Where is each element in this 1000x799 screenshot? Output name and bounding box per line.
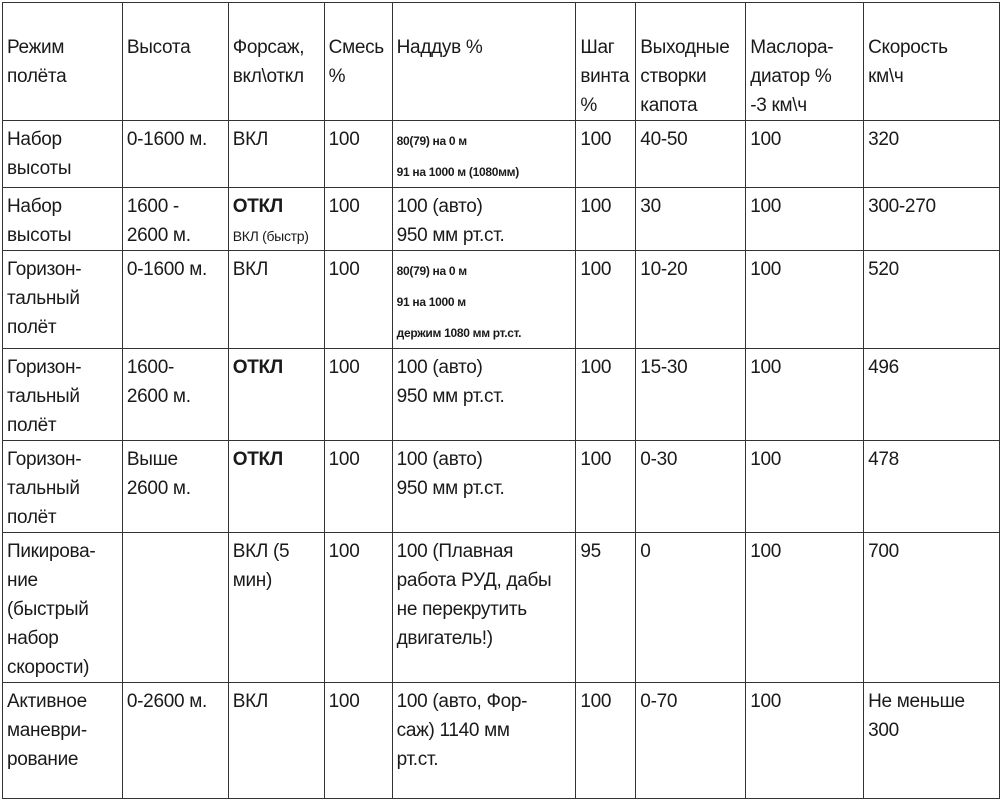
altitude-cell-text: 0-1600 м. <box>126 129 207 150</box>
afterburner-cell-text: ОТКЛ <box>232 357 283 378</box>
oil-radiator-cell <box>746 349 864 441</box>
afterburner-cell-text: ВКЛ (5 мин) <box>232 541 290 591</box>
oil-radiator-cell-text: 100 <box>750 129 782 150</box>
speed-cell-text: 300-270 <box>868 196 936 217</box>
oil-radiator-cell-text: 100 <box>750 259 782 280</box>
speed-cell-text: 520 <box>868 259 899 280</box>
speed-cell-text: 496 <box>868 357 899 378</box>
mode-cell-text: Набор высоты <box>7 196 72 246</box>
cowl-flaps-cell-text: 15-30 <box>640 357 688 378</box>
boost-cell-text: 80(79) на 0 м 91 на 1000 м (1080мм) <box>396 134 519 179</box>
oil-radiator-cell <box>746 441 864 533</box>
altitude-cell-text: 0-1600 м. <box>126 259 207 280</box>
oil-radiator-cell-text: 100 <box>750 691 782 712</box>
oil-radiator-cell-text: 100 <box>750 541 782 562</box>
oil-radiator-cell-text: 100 <box>750 449 782 470</box>
speed-cell <box>864 188 1000 251</box>
mixture-cell <box>324 188 392 251</box>
cowl-flaps-cell <box>636 121 746 188</box>
prop-pitch-cell-text: 95 <box>580 541 601 562</box>
afterburner-cell-text: ВКЛ <box>232 259 269 280</box>
mode-cell <box>3 441 123 533</box>
speed-cell-text: 700 <box>868 541 899 562</box>
mode-cell <box>3 349 123 441</box>
cowl-flaps-cell-text: 0-70 <box>640 691 678 712</box>
header-mixture: Смесь % <box>324 3 392 121</box>
prop-pitch-cell <box>576 683 636 799</box>
boost-cell-text: 100 (авто) 950 мм рт.ст. <box>396 357 505 407</box>
header-boost: Наддув % <box>392 3 576 121</box>
mixture-cell <box>324 251 392 349</box>
altitude-cell <box>122 188 228 251</box>
prop-pitch-cell-text: 100 <box>580 449 612 470</box>
table-row <box>3 188 1000 251</box>
cowl-flaps-cell-text: 30 <box>640 196 661 217</box>
prop-pitch-cell <box>576 251 636 349</box>
header-altitude: Высота <box>122 3 228 121</box>
boost-cell <box>392 251 576 349</box>
altitude-cell <box>122 251 228 349</box>
afterburner-cell <box>228 251 324 349</box>
cowl-flaps-cell-text: 40-50 <box>640 129 688 150</box>
prop-pitch-cell <box>576 441 636 533</box>
table-row <box>3 441 1000 533</box>
mode-cell-text: Набор высоты <box>7 129 72 179</box>
cowl-flaps-cell <box>636 349 746 441</box>
afterburner-cell <box>228 121 324 188</box>
mode-cell-text: Горизон- тальный полёт <box>7 449 82 528</box>
header-oil-radiator: Маслора- диатор % -3 км\ч <box>746 3 864 121</box>
afterburner-cell-text: ОТКЛ <box>232 196 283 217</box>
altitude-cell <box>122 533 228 683</box>
mode-cell-text: Пикирова- ние (быстрый набор скорости) <box>7 541 96 678</box>
mixture-cell-text: 100 <box>328 449 360 470</box>
mixture-cell <box>324 121 392 188</box>
mixture-cell-text: 100 <box>328 541 360 562</box>
speed-cell <box>864 533 1000 683</box>
mixture-cell-text: 100 <box>328 259 360 280</box>
oil-radiator-cell-text: 100 <box>750 196 782 217</box>
cowl-flaps-cell <box>636 188 746 251</box>
prop-pitch-cell-text: 100 <box>580 196 612 217</box>
oil-radiator-cell <box>746 121 864 188</box>
mode-cell-text: Горизон- тальный полёт <box>7 357 82 436</box>
table-row <box>3 533 1000 683</box>
header-speed: Скорость км\ч <box>864 3 1000 121</box>
oil-radiator-cell <box>746 251 864 349</box>
altitude-cell-text: 1600 - 2600 м. <box>126 196 191 246</box>
boost-cell <box>392 683 576 799</box>
mode-cell <box>3 188 123 251</box>
afterburner-cell <box>228 349 324 441</box>
speed-cell-text: 320 <box>868 129 899 150</box>
prop-pitch-cell-text: 100 <box>580 129 612 150</box>
header-row <box>3 3 1000 121</box>
afterburner-cell <box>228 533 324 683</box>
speed-cell <box>864 251 1000 349</box>
oil-radiator-cell <box>746 533 864 683</box>
speed-cell <box>864 121 1000 188</box>
afterburner-cell <box>228 683 324 799</box>
speed-cell <box>864 441 1000 533</box>
prop-pitch-cell-text: 100 <box>580 357 612 378</box>
altitude-cell <box>122 441 228 533</box>
cowl-flaps-cell <box>636 441 746 533</box>
boost-cell-text: 100 (Плавная работа РУД, дабы не перекрутить двигатель!) <box>396 541 552 649</box>
table-row <box>3 251 1000 349</box>
speed-cell <box>864 683 1000 799</box>
cowl-flaps-cell-text: 0 <box>640 541 651 562</box>
prop-pitch-cell <box>576 533 636 683</box>
mode-cell <box>3 533 123 683</box>
mixture-cell <box>324 441 392 533</box>
prop-pitch-cell-text: 100 <box>580 259 612 280</box>
altitude-cell-text: 1600- 2600 м. <box>126 357 191 407</box>
altitude-cell-text: Выше 2600 м. <box>126 449 191 499</box>
mode-cell-text: Активное маневри- рование <box>7 691 87 770</box>
mixture-cell-text: 100 <box>328 691 360 712</box>
prop-pitch-cell-text: 100 <box>580 691 612 712</box>
header-mode: Режим полёта <box>3 3 123 121</box>
boost-cell-text: 80(79) на 0 м 91 на 1000 м держим 1080 мм рт.ст. <box>396 264 522 340</box>
mixture-cell <box>324 349 392 441</box>
cowl-flaps-cell <box>636 683 746 799</box>
altitude-cell <box>122 349 228 441</box>
prop-pitch-cell <box>576 188 636 251</box>
cowl-flaps-cell <box>636 533 746 683</box>
oil-radiator-cell-text: 100 <box>750 357 782 378</box>
speed-cell <box>864 349 1000 441</box>
boost-cell-text: 100 (авто) 950 мм рт.ст. <box>396 449 505 499</box>
afterburner-cell-text: ВКЛ <box>232 691 269 712</box>
flight-modes-table <box>2 2 1000 799</box>
cowl-flaps-cell-text: 10-20 <box>640 259 688 280</box>
altitude-cell <box>122 121 228 188</box>
table-row <box>3 349 1000 441</box>
mixture-cell-text: 100 <box>328 129 360 150</box>
boost-cell <box>392 441 576 533</box>
header-prop-pitch: Шаг винта % <box>576 3 636 121</box>
speed-cell-text: 478 <box>868 449 899 470</box>
cowl-flaps-cell <box>636 251 746 349</box>
header-afterburner: Форсаж, вкл\откл <box>228 3 324 121</box>
afterburner-note: ВКЛ (быстр) <box>232 228 309 244</box>
speed-cell-text: Не меньше 300 <box>868 691 965 741</box>
cowl-flaps-cell-text: 0-30 <box>640 449 678 470</box>
mixture-cell <box>324 683 392 799</box>
mode-cell <box>3 683 123 799</box>
prop-pitch-cell <box>576 121 636 188</box>
afterburner-cell <box>228 441 324 533</box>
table-row <box>3 683 1000 799</box>
boost-cell-text: 100 (авто) 950 мм рт.ст. <box>396 196 505 246</box>
header-cowl-flaps: Выходные створки капота <box>636 3 746 121</box>
mixture-cell-text: 100 <box>328 357 360 378</box>
afterburner-cell-text: ВКЛ <box>232 129 269 150</box>
oil-radiator-cell <box>746 188 864 251</box>
table-row <box>3 121 1000 188</box>
prop-pitch-cell <box>576 349 636 441</box>
mode-cell <box>3 121 123 188</box>
mixture-cell <box>324 533 392 683</box>
boost-cell-text: 100 (авто, Фор- саж) 1140 мм рт.ст. <box>396 691 528 770</box>
boost-cell <box>392 349 576 441</box>
altitude-cell-text: 0-2600 м. <box>126 691 207 712</box>
altitude-cell <box>122 683 228 799</box>
mixture-cell-text: 100 <box>328 196 360 217</box>
boost-cell <box>392 533 576 683</box>
mode-cell-text: Горизон- тальный полёт <box>7 259 82 338</box>
mode-cell <box>3 251 123 349</box>
boost-cell <box>392 188 576 251</box>
afterburner-cell-text: ОТКЛ <box>232 449 283 470</box>
afterburner-cell <box>228 188 324 251</box>
oil-radiator-cell <box>746 683 864 799</box>
boost-cell <box>392 121 576 188</box>
